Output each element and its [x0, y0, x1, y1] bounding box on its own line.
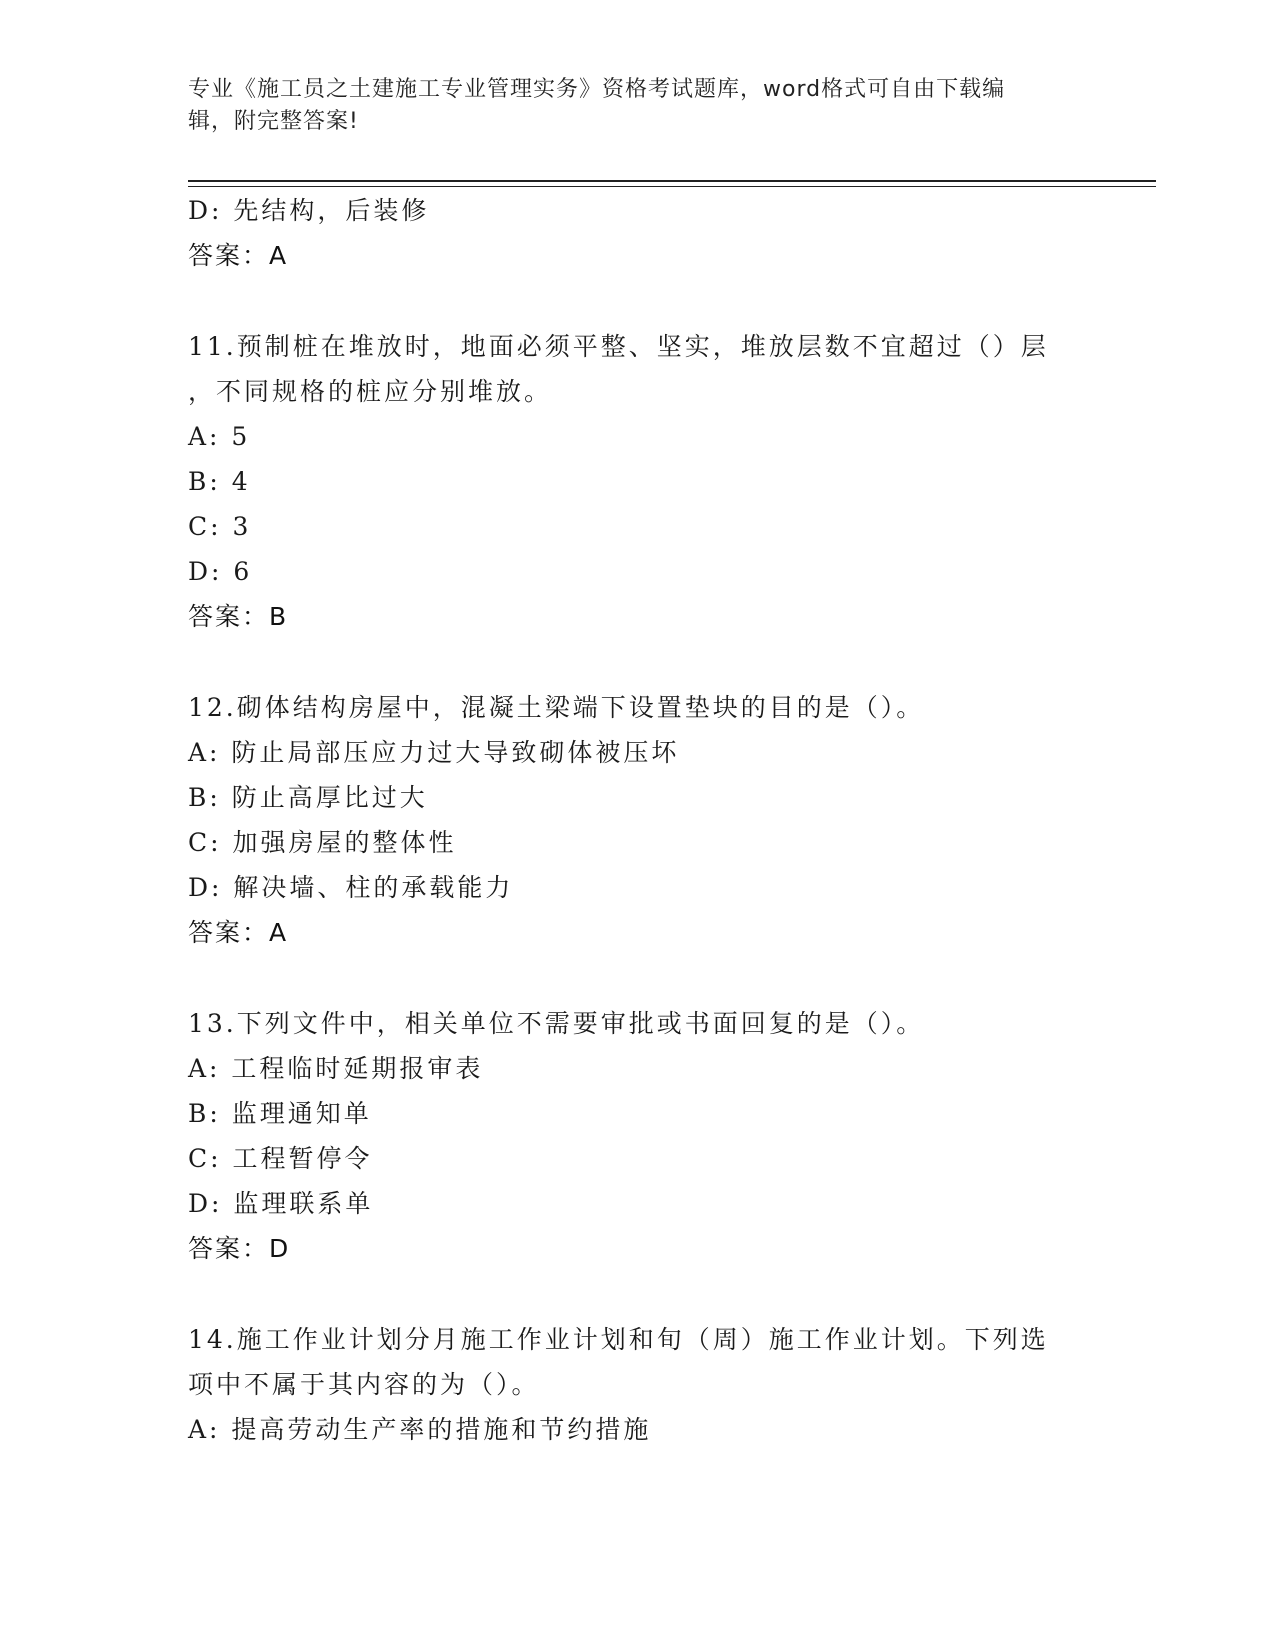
question-11: [188, 324, 1088, 639]
option-a: A: 工程临时延期报审表: [188, 1054, 484, 1083]
document-header: [188, 74, 1068, 138]
header-line-2: 辑，附完整答案!: [188, 109, 359, 134]
option-c: C: 加强房屋的整体性: [188, 828, 457, 857]
answer-line: 答案：B: [188, 602, 289, 631]
question-stem-line-2: ，不同规格的桩应分别堆放。: [188, 377, 553, 406]
answer-line: 答案：D: [188, 1234, 291, 1263]
question-stem-line-1: 13.下列文件中，相关单位不需要审批或书面回复的是（）。: [188, 1009, 925, 1038]
question-stem-line-2: 项中不属于其内容的为（）。: [188, 1370, 540, 1399]
option-d: D: 6: [188, 557, 253, 586]
question-stem-line-1: 11.预制桩在堆放时，地面必须平整、坚实，堆放层数不宜超过（）层: [188, 332, 1049, 361]
header-line-1: 专业《施工员之土建施工专业管理实务》资格考试题库，word格式可自由下载编: [188, 77, 1006, 102]
option-b: B: 防止高厚比过大: [188, 783, 428, 812]
header-rule-thin: [188, 186, 1156, 187]
question-12: [188, 685, 1088, 955]
header-rule-thick: [188, 180, 1156, 182]
option-d: D: 解决墙、柱的承载能力: [188, 873, 514, 902]
option-a: A: 防止局部压应力过大导致砌体被压坏: [188, 738, 680, 767]
option-a: A: 5: [188, 422, 251, 451]
option-c: C: 工程暂停令: [188, 1144, 373, 1173]
option-a: A: 提高劳动生产率的措施和节约措施: [188, 1415, 652, 1444]
question-13: [188, 1001, 1088, 1271]
answer-line: 答案：A: [188, 918, 289, 947]
document-body: [188, 188, 1088, 1452]
option-c: C: 3: [188, 512, 252, 541]
question-stem-line-1: 12.砌体结构房屋中，混凝土梁端下设置垫块的目的是（）。: [188, 693, 925, 722]
question-14: [188, 1317, 1088, 1452]
option-b: B: 4: [188, 467, 251, 496]
option-b: B: 监理通知单: [188, 1099, 372, 1128]
option-d: D: 监理联系单: [188, 1189, 374, 1218]
option-d: D: 先结构，后装修: [188, 196, 430, 225]
prev-question-tail: [188, 188, 1088, 278]
question-stem-line-1: 14.施工作业计划分月施工作业计划和旬（周）施工作业计划。下列选: [188, 1325, 1049, 1354]
answer-line: 答案：A: [188, 241, 289, 270]
